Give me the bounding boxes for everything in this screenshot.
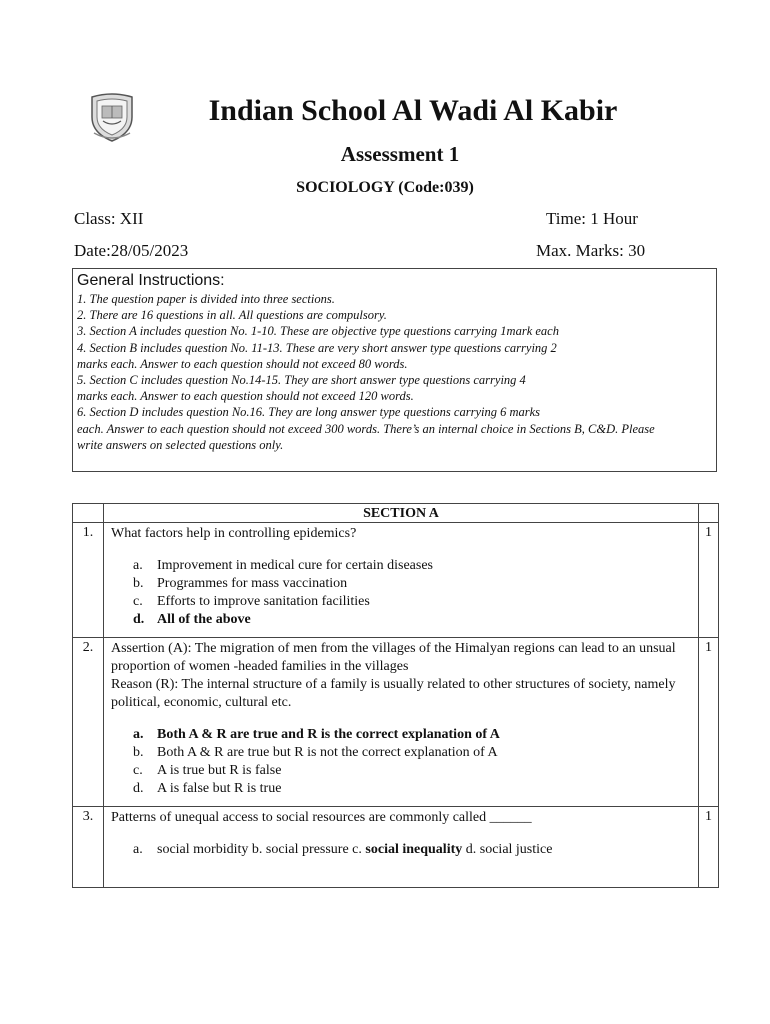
option-item-answer: a. Both A & R are true and R is the correct explanation of A bbox=[133, 727, 500, 742]
instruction-line: 5. Section C includes question No.14-15. They are short answer type questions carrying 4 bbox=[77, 373, 526, 388]
options-list bbox=[111, 726, 692, 798]
question-marks: 1 bbox=[699, 523, 719, 638]
question-row bbox=[73, 807, 719, 888]
question-body bbox=[104, 523, 699, 638]
instruction-line: marks each. Answer to each question should not exceed 80 words. bbox=[77, 356, 408, 371]
option-item-answer: d. All of the above bbox=[133, 612, 251, 627]
question-row bbox=[73, 523, 719, 638]
question-number: 1. bbox=[73, 523, 104, 638]
question-text: Patterns of unequal access to social resources are commonly called ______ bbox=[111, 810, 532, 825]
assessment-title: Assessment 1 bbox=[340, 142, 460, 166]
instruction-line: 1. The question paper is divided into three sections. bbox=[77, 292, 335, 306]
time-label: Time: 1 Hour bbox=[546, 209, 638, 228]
max-marks-label: Max. Marks: 30 bbox=[536, 241, 646, 260]
question-row bbox=[73, 638, 719, 807]
general-instructions-box bbox=[72, 268, 717, 472]
question-body bbox=[104, 638, 699, 807]
option-item: a. social morbidity b. social pressure c. social inequality d. social justice bbox=[133, 842, 553, 857]
option-item: c. Efforts to improve sanitation facilities bbox=[133, 594, 370, 609]
option-item: c. A is true but R is false bbox=[133, 763, 282, 778]
class-label: Class: XII bbox=[74, 209, 144, 228]
instructions-title: General Instructions: bbox=[77, 272, 225, 289]
instruction-line: 2. There are 16 questions in all. All questions are compulsory. bbox=[77, 308, 387, 323]
question-number: 2. bbox=[73, 638, 104, 807]
instruction-line: 3. Section A includes question No. 1-10. These are objective type questions carrying 1mark each bbox=[77, 324, 559, 339]
instruction-line: 4. Section B includes question No. 11-13. These are very short answer type questions carrying 2 bbox=[77, 340, 557, 355]
date-label: Date:28/05/2023 bbox=[74, 241, 189, 260]
school-name: Indian School Al Wadi Al Kabir bbox=[208, 94, 618, 127]
question-marks: 1 bbox=[699, 638, 719, 807]
assertion-text: Assertion (A): The migration of men from the villages of the Himalyan regions can lead to an unsual proportion of women -headed families in the villages bbox=[111, 641, 676, 674]
option-item: b. Programmes for mass vaccination bbox=[133, 576, 348, 591]
question-text: What factors help in controlling epidemics? bbox=[111, 526, 357, 541]
question-number: 3. bbox=[73, 807, 104, 888]
question-body bbox=[104, 807, 699, 888]
section-a-title: SECTION A bbox=[104, 504, 699, 523]
option-item: d. A is false but R is true bbox=[133, 781, 282, 796]
instruction-line: 6. Section D includes question No.16. They are long answer type questions carrying 6 marks bbox=[77, 405, 541, 420]
questions-table bbox=[72, 503, 719, 888]
subject-code: SOCIOLOGY (Code:039) bbox=[296, 179, 474, 196]
options-list bbox=[111, 557, 692, 629]
instruction-line: write answers on selected questions only. bbox=[77, 437, 284, 452]
question-marks: 1 bbox=[699, 807, 719, 888]
section-header-row bbox=[73, 504, 719, 523]
option-item: a. Improvement in medical cure for certain diseases bbox=[133, 558, 433, 573]
options-list bbox=[111, 841, 692, 859]
reason-text: Reason (R): The internal structure of a family is usually related to other structures of society, namely political, economic, cultural etc. bbox=[111, 677, 676, 710]
instruction-line: each. Answer to each question should not exceed 300 words. There’s an internal choice in Sections B, C&D. Please bbox=[77, 421, 655, 436]
instruction-line: marks each. Answer to each question should not exceed 120 words. bbox=[77, 389, 414, 404]
correct-answer: social inequality bbox=[365, 842, 463, 857]
option-item: b. Both A & R are true but R is not the correct explanation of A bbox=[133, 745, 498, 760]
